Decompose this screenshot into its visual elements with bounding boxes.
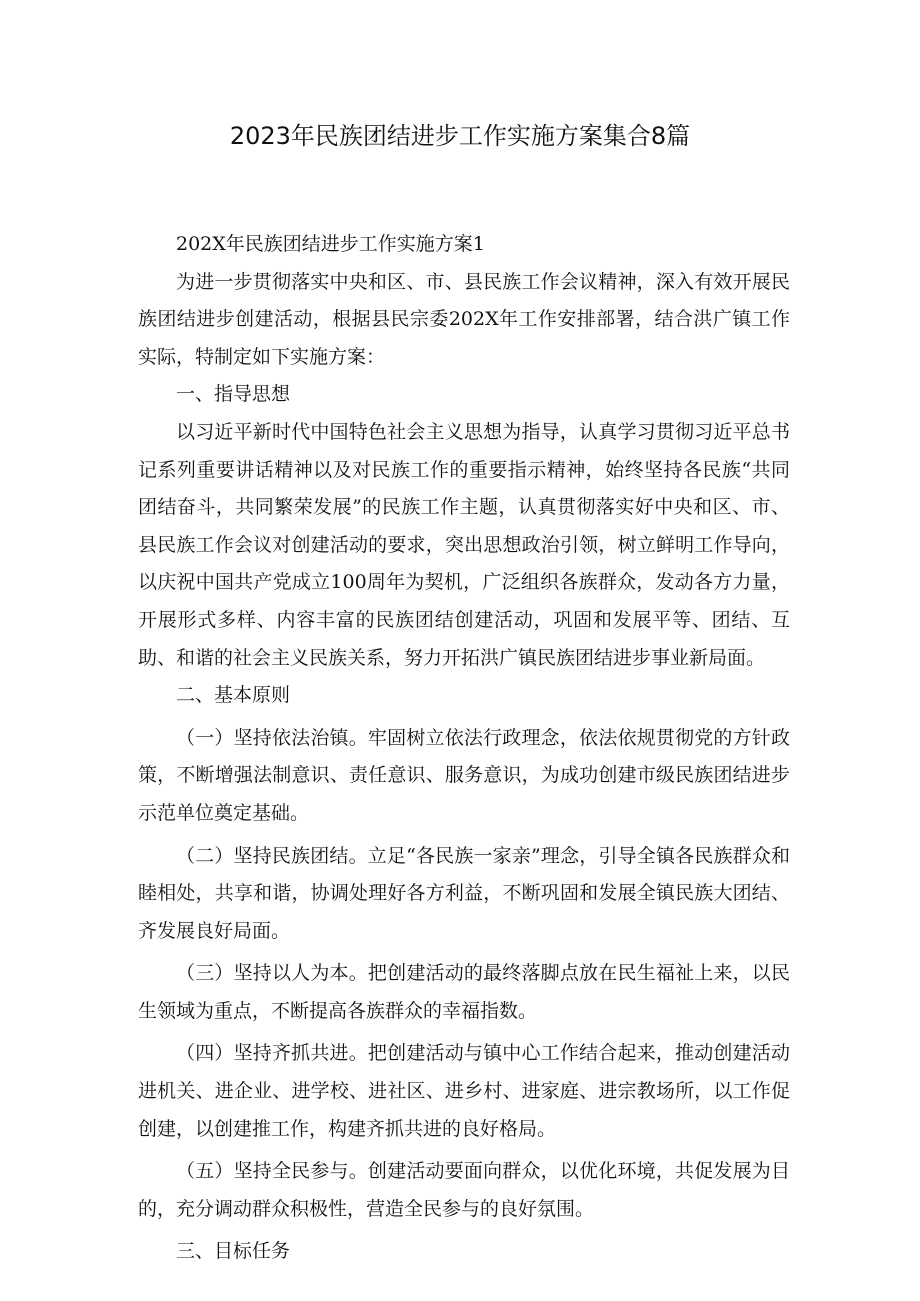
principle-3: （三）坚持以人为本。把创建活动的最终落脚点放在民生福祉上来，以民生领域为重点，不断提高各族群众的幸福指数。 (138, 962, 790, 1022)
heading-guiding-ideology: 一、指导思想 (176, 383, 291, 406)
principle-2: （二）坚持民族团结。立足“各民族一家亲”理念，引导全镇各民族群众和睦相处，共享和谐，协调处理好各方利益，不断巩固和发展全镇民族大团结、齐发展良好局面。 (138, 844, 790, 942)
principle-4: （四）坚持齐抓共进。把创建活动与镇中心工作结合起来，推动创建活动进机关、进企业、进学校、进社区、进乡村、进家庭、进宗教场所，以工作促创建，以创建推工作，构建齐抓共进的良好格局。 (138, 1042, 790, 1140)
heading-targets-tasks: 三、目标任务 (176, 1240, 291, 1263)
principle-5: （五）坚持全民参与。创建活动要面向群众，以优化环境，共促发展为目的，充分调动群众积极性，营造全民参与的良好氛围。 (138, 1160, 790, 1220)
paragraph-guiding-ideology: 以习近平新时代中国特色社会主义思想为指导，认真学习贯彻习近平总书记系列重要讲话精神以及对民族工作的重要指示精神，始终坚持各民族“共同团结奋斗，共同繁荣发展”的民族工作主题，认真贯彻落实好中央和区、市、县民族工作会议对创建活动的要求，突出思想政治引领，树立鲜明工作导向，以庆祝中国共产党成立100周年为契机，广泛组织各族群众，发动各方力量，开展形式多样、内容丰富的民族团结创建活动，巩固和发展平等、团结、互助、和谐的社会主义民族关系，努力开拓洪广镇民族团结进步事业新局面。 (138, 420, 790, 669)
document-body (138, 226, 790, 1271)
principle-1: （一）坚持依法治镇。牢固树立依法行政理念，依法依规贯彻党的方针政策，不断增强法制意识、责任意识、服务意识，为成功创建市级民族团结进步示范单位奠定基础。 (138, 726, 790, 824)
document-title: 2023年民族团结进步工作实施方案集合8篇 (229, 122, 691, 150)
heading-basic-principles: 二、基本原则 (176, 684, 291, 707)
section-subtitle: 202X年民族团结进步工作实施方案1 (176, 233, 485, 255)
intro-paragraph: 为进一步贯彻落实中央和区、市、县民族工作会议精神，深入有效开展民族团结进步创建活动，根据县民宗委202X年工作安排部署，结合洪广镇工作实际，特制定如下实施方案： (138, 270, 790, 368)
